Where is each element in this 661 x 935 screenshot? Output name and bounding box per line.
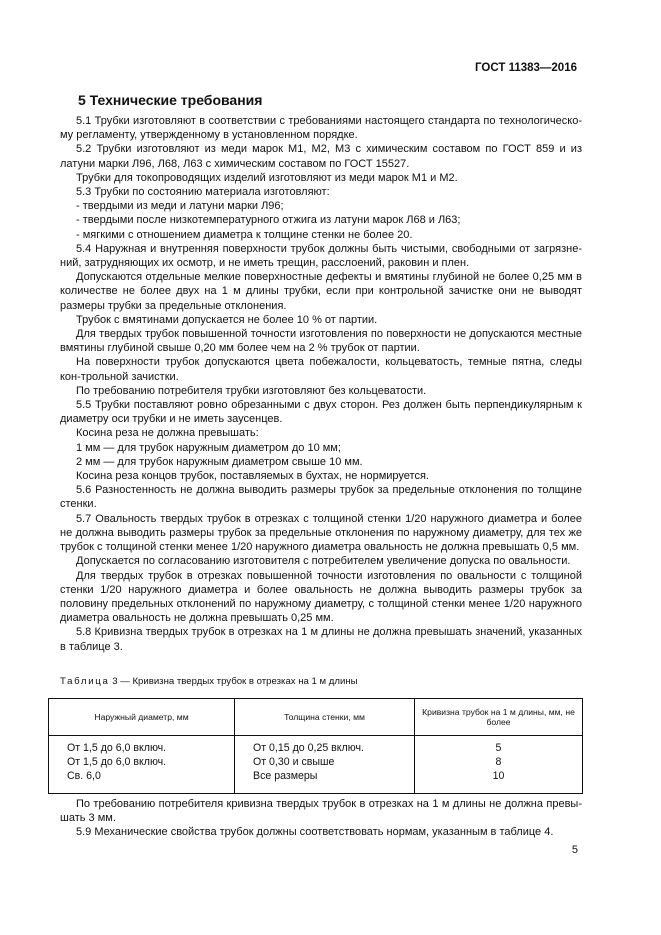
paragraph: Для твердых трубок повышенной точности изготовления по поверхности не допускаются местные вмятины глубиной свыше 0,20 мм более чем на 2 % трубок от партии. [60, 328, 582, 355]
paragraph: 5.5 Трубки поставляют ровно обрезанными с двух сторон. Рез должен быть перпендикулярным к диаметру оси трубки и не иметь заусенцев. [60, 399, 582, 426]
paragraph: Косина реза концов трубок, поставляемых в бухтах, не нормируется. [76, 470, 429, 483]
paragraph: На поверхности трубок допускаются цвета побежалости, кольцеватость, темные пятна, следы кон-трольной зачистки. [60, 356, 582, 383]
table-cell: 8 [415, 755, 583, 769]
table-cell: 5 [415, 736, 583, 756]
table-caption-label: Таблица [60, 676, 110, 687]
paragraph: Допускается по согласованию изготовителя с потребителем увеличение допуска по овальности. [76, 555, 571, 568]
table-cell: Св. 6,0 [49, 769, 235, 794]
paragraph: 5.4 Наружная и внутренняя поверхности трубок должны быть чистыми, свободными от загрязне-ний, затрудняющих их осмотр, и не иметь трещин, расслоений, раковин и плен. [60, 242, 582, 270]
table-row [49, 755, 583, 769]
body-text-after-table [60, 797, 582, 840]
table-row [49, 769, 583, 794]
paragraph: 5.7 Овальность твердых трубок в отрезках с толщиной стенки 1/20 наружного диаметра и более не должна выводить размеры трубок за предельные отклонения по наружному диаметру, для тех же трубок с толщиной стенки менее 1/20 наружного диаметра овальность не должна превышать 0,5 мм. [60, 512, 582, 554]
section-title: 5 Технические требования [78, 92, 263, 108]
table-cell: Все размеры [235, 769, 415, 794]
table-cell: От 0,15 до 0,25 включ. [235, 736, 415, 756]
column-header: Кривизна трубок на 1 м длины, мм, не более [415, 699, 583, 736]
paragraph: Косина реза не должна превышать: [76, 427, 259, 440]
table-header-row [49, 699, 583, 736]
list-item: - твердыми из меди и латуни марки Л96; [76, 200, 284, 213]
table-cell: От 0,30 и свыше [235, 755, 415, 769]
paragraph: Трубки для токопроводящих изделий изготовляют из меди марок М1 и М2. [76, 171, 458, 184]
table-cell: От 1,5 до 6,0 включ. [49, 755, 235, 769]
curvature-table [48, 698, 583, 794]
table-caption [60, 676, 358, 687]
paragraph: Трубок с вмятинами допускается не более 10 % от партии. [76, 313, 378, 326]
table-cell: От 1,5 до 6,0 включ. [49, 736, 235, 756]
table-row [49, 736, 583, 756]
column-header: Наружный диаметр, мм [49, 699, 235, 736]
page-number: 5 [571, 844, 578, 856]
table-cell: 10 [415, 769, 583, 794]
paragraph: По требованию потребителя трубки изготовляют без кольцеватости. [76, 384, 427, 397]
paragraph: Допускаются отдельные мелкие поверхностные дефекты и вмятины глубиной не более 0,25 мм в количестве не более двух на 1 м длины трубки, если при контрольной зачистке они не выводят размеры трубки за предельные отклонения. [60, 271, 582, 312]
paragraph: 5.3 Трубки по состоянию материала изготовляют: [76, 186, 330, 199]
paragraph: 5.9 Механические свойства трубок должны соответствовать нормам, указанным в таблице 4. [76, 826, 554, 839]
paragraph: 5.8 Кривизна твердых трубок в отрезках на 1 м длины не должна превышать значений, указанных в таблице 3. [60, 626, 582, 653]
table-caption-text: 3 — Кривизна твердых трубок в отрезках на 1 м длины [112, 676, 358, 687]
paragraph: 5.1 Трубки изготовляют в соответствии с требованиями настоящего стандарта по технологическо-му регламенту, утвержденному в установленном порядке. [60, 115, 582, 142]
paragraph: 5.2 Трубки изготовляют из меди марок М1, М2, М3 с химическим составом по ГОСТ 859 и из латуни марки Л96, Л68, Л63 с химическим составом по ГОСТ 15527. [60, 143, 582, 170]
list-item: 2 мм — для трубок наружным диаметром свыше 10 мм. [76, 455, 363, 468]
list-item: - твердыми после низкотемпературного отжига из латуни марок Л68 и Л63; [76, 214, 461, 227]
list-item: - мягкими с отношением диаметра к толщине стенки не более 20. [76, 228, 413, 241]
column-header: Толщина стенки, мм [235, 699, 415, 736]
paragraph: Для твердых трубок в отрезках повышенной точности изготовления по овальности с толщиной стенки 1/20 наружного диаметра и более овальность не должна выводить размеры трубок за половину предельных отклонений по наружному диаметру, с толщиной стенки менее 1/20 наружного диаметра овальность не должна превышать 0,25 мм. [60, 569, 582, 625]
body-text [60, 114, 582, 654]
paragraph: 5.6 Разностенность не должна выводить размеры трубок за предельные отклонения по толщине стенки. [60, 484, 582, 511]
document-header-id: ГОСТ 11383—2016 [475, 62, 577, 74]
paragraph: По требованию потребителя кривизна твердых трубок в отрезках на 1 м длины не должна превы-шать 3 мм. [60, 798, 582, 825]
list-item: 1 мм — для трубок наружным диаметром до 10 мм; [76, 441, 341, 454]
